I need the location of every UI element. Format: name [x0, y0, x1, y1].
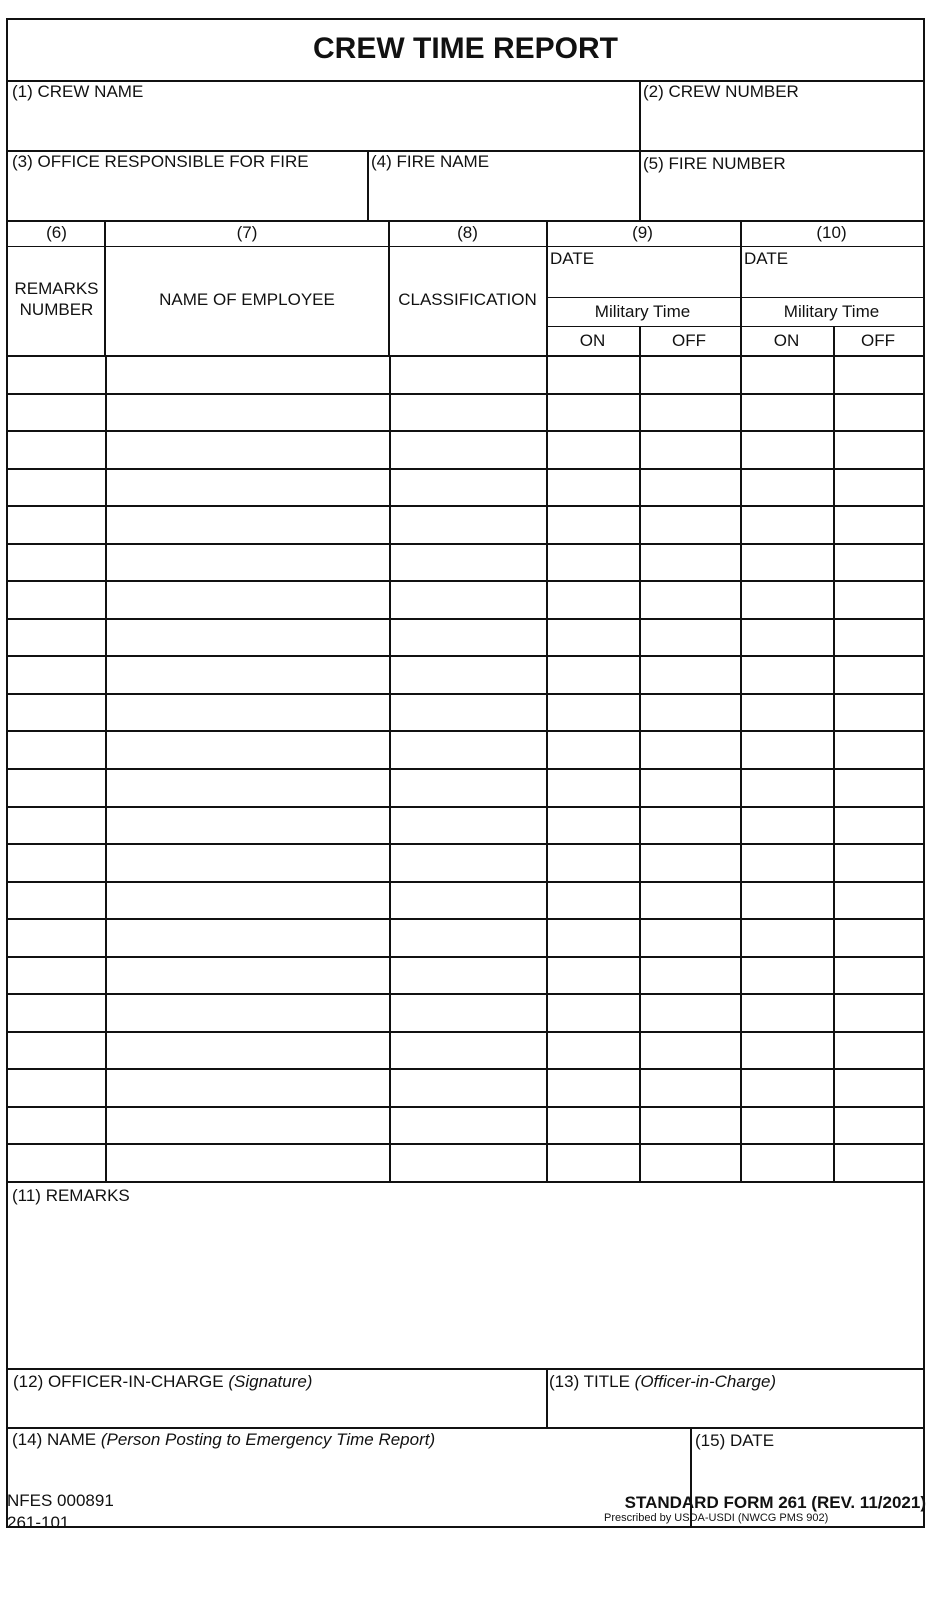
- poster-name-label-text: (14) NAME: [12, 1430, 97, 1449]
- column-number-8: (8): [457, 223, 478, 242]
- classification-cell[interactable]: [389, 507, 546, 543]
- classification-cell[interactable]: [389, 770, 546, 806]
- time-off-10-cell[interactable]: [833, 1070, 923, 1106]
- remarks-number-cell[interactable]: [8, 620, 105, 656]
- time-on-9-cell[interactable]: [546, 883, 639, 919]
- poster-name-field[interactable]: [10, 1429, 689, 1526]
- time-off-9-cell[interactable]: [639, 883, 740, 919]
- officer-label-text: (12) OFFICER-IN-CHARGE: [13, 1372, 224, 1391]
- employee-name-cell[interactable]: [105, 883, 389, 919]
- table-row: [8, 1143, 923, 1181]
- divider: [367, 150, 369, 220]
- time-on-9-cell[interactable]: [546, 1108, 639, 1144]
- employee-name-cell[interactable]: [105, 507, 389, 543]
- time-on-10-cell[interactable]: [740, 845, 833, 881]
- time-off-10-cell[interactable]: [833, 620, 923, 656]
- time-on-10-cell[interactable]: [740, 432, 833, 468]
- time-on-9-cell[interactable]: [546, 1145, 639, 1181]
- divider: [8, 1181, 923, 1183]
- remarks-number-cell[interactable]: [8, 695, 105, 731]
- crew-name-label: (1) CREW NAME: [12, 82, 144, 101]
- time-off-10-cell[interactable]: [833, 1145, 923, 1181]
- employee-name-cell[interactable]: [105, 1070, 389, 1106]
- table-row: [8, 543, 923, 581]
- table-row: [8, 655, 923, 693]
- employee-name-cell[interactable]: [105, 1145, 389, 1181]
- remarks-number-cell[interactable]: [8, 357, 105, 393]
- time-on-9-cell[interactable]: [546, 1033, 639, 1069]
- time-on-9-cell[interactable]: [546, 958, 639, 994]
- classification-cell[interactable]: [389, 883, 546, 919]
- time-on-10-cell[interactable]: [740, 995, 833, 1031]
- time-off-9-cell[interactable]: [639, 545, 740, 581]
- time-on-10-cell[interactable]: [740, 1108, 833, 1144]
- time-off-9-cell[interactable]: [639, 920, 740, 956]
- time-on-9-cell[interactable]: [546, 545, 639, 581]
- time-on-10-cell[interactable]: [740, 545, 833, 581]
- classification-cell[interactable]: [389, 808, 546, 844]
- remarks-number-cell[interactable]: [8, 958, 105, 994]
- remarks-label: (11) REMARKS: [12, 1186, 130, 1205]
- table-row: [8, 355, 923, 393]
- time-off-10-cell[interactable]: [833, 657, 923, 693]
- divider: [546, 220, 548, 355]
- time-on-9-cell[interactable]: [546, 808, 639, 844]
- table-row: [8, 1031, 923, 1069]
- time-off-10-cell[interactable]: [833, 470, 923, 506]
- table-row: [8, 430, 923, 468]
- date-label: (15) DATE: [695, 1431, 775, 1450]
- time-off-10-cell[interactable]: [833, 920, 923, 956]
- date-9-label: DATE: [550, 249, 595, 268]
- remarks-number-cell[interactable]: [8, 770, 105, 806]
- classification-cell[interactable]: [389, 732, 546, 768]
- time-off-10-cell[interactable]: [833, 1033, 923, 1069]
- divider: [639, 150, 641, 220]
- remarks-number-cell[interactable]: [8, 507, 105, 543]
- remarks-number-cell[interactable]: [8, 545, 105, 581]
- time-on-9-cell[interactable]: [546, 470, 639, 506]
- fire-number-field[interactable]: [642, 152, 922, 220]
- time-on-9-cell[interactable]: [546, 395, 639, 431]
- time-on-10-cell[interactable]: [740, 470, 833, 506]
- table-row: [8, 768, 923, 806]
- classification-cell[interactable]: [389, 582, 546, 618]
- on-10-header: ON: [773, 331, 800, 350]
- remarks-number-cell[interactable]: [8, 1108, 105, 1144]
- remarks-number-cell[interactable]: [8, 432, 105, 468]
- time-on-10-cell[interactable]: [740, 1145, 833, 1181]
- fire-name-field[interactable]: [370, 152, 638, 220]
- remarks-number-cell[interactable]: [8, 1033, 105, 1069]
- remarks-number-header: [8, 278, 105, 320]
- employee-name-cell[interactable]: [105, 958, 389, 994]
- employee-name-cell[interactable]: [105, 695, 389, 731]
- time-off-9-cell[interactable]: [639, 395, 740, 431]
- standard-form-label: STANDARD FORM 261 (REV. 11/2021): [624, 1493, 926, 1512]
- time-off-9-cell[interactable]: [639, 1033, 740, 1069]
- table-row: [8, 956, 923, 994]
- remarks-number-cell[interactable]: [8, 582, 105, 618]
- officer-label-note: (Signature): [228, 1372, 313, 1391]
- remarks-number-cell[interactable]: [8, 920, 105, 956]
- time-off-9-cell[interactable]: [639, 620, 740, 656]
- classification-cell[interactable]: [389, 545, 546, 581]
- time-on-9-cell[interactable]: [546, 1070, 639, 1106]
- time-on-9-cell[interactable]: [546, 920, 639, 956]
- employee-name-cell[interactable]: [105, 620, 389, 656]
- time-on-10-cell[interactable]: [740, 620, 833, 656]
- poster-name-label-note: (Person Posting to Emergency Time Report): [100, 1430, 436, 1449]
- table-row: [8, 1106, 923, 1144]
- date-10-label: DATE: [744, 249, 789, 268]
- off-9-header: OFF: [672, 331, 706, 350]
- time-on-9-cell[interactable]: [546, 507, 639, 543]
- column-number-6: (6): [46, 223, 67, 242]
- employee-name-cell[interactable]: [105, 808, 389, 844]
- divider: [8, 220, 923, 222]
- time-off-10-cell[interactable]: [833, 582, 923, 618]
- table-row: [8, 505, 923, 543]
- time-off-9-cell[interactable]: [639, 995, 740, 1031]
- employee-name-cell[interactable]: [105, 1033, 389, 1069]
- classification-cell[interactable]: [389, 1145, 546, 1181]
- classification-cell[interactable]: [389, 1070, 546, 1106]
- time-off-10-cell[interactable]: [833, 995, 923, 1031]
- table-row: [8, 730, 923, 768]
- fire-number-label: (5) FIRE NUMBER: [643, 154, 786, 173]
- remarks-header-line: REMARKS: [14, 279, 99, 298]
- time-off-9-cell[interactable]: [639, 845, 740, 881]
- employee-name-cell[interactable]: [105, 357, 389, 393]
- classification-cell[interactable]: [389, 920, 546, 956]
- employee-name-cell[interactable]: [105, 582, 389, 618]
- classification-cell[interactable]: [389, 1033, 546, 1069]
- time-off-10-cell[interactable]: [833, 395, 923, 431]
- time-on-10-cell[interactable]: [740, 770, 833, 806]
- employee-name-cell[interactable]: [105, 770, 389, 806]
- officer-signature-field[interactable]: [10, 1370, 545, 1426]
- remarks-number-cell[interactable]: [8, 1145, 105, 1181]
- remarks-number-cell[interactable]: [8, 883, 105, 919]
- time-off-9-cell[interactable]: [639, 695, 740, 731]
- classification-cell[interactable]: [389, 695, 546, 731]
- time-off-10-cell[interactable]: [833, 808, 923, 844]
- column-number-9: (9): [632, 223, 653, 242]
- table-row: [8, 393, 923, 431]
- time-on-10-cell[interactable]: [740, 958, 833, 994]
- remarks-number-cell[interactable]: [8, 1070, 105, 1106]
- remarks-number-cell[interactable]: [8, 995, 105, 1031]
- divider: [104, 220, 106, 355]
- table-row: [8, 580, 923, 618]
- time-on-10-cell[interactable]: [740, 1033, 833, 1069]
- title-label-text: (13) TITLE: [549, 1372, 630, 1391]
- time-off-9-cell[interactable]: [639, 770, 740, 806]
- time-off-9-cell[interactable]: [639, 507, 740, 543]
- time-on-9-cell[interactable]: [546, 582, 639, 618]
- title-label-note: (Officer-in-Charge): [634, 1372, 777, 1391]
- employee-name-cell[interactable]: [105, 920, 389, 956]
- time-on-10-cell[interactable]: [740, 1070, 833, 1106]
- employee-name-cell[interactable]: [105, 395, 389, 431]
- classification-cell[interactable]: [389, 357, 546, 393]
- remarks-field[interactable]: [10, 1184, 922, 1368]
- employee-name-cell[interactable]: [105, 732, 389, 768]
- crew-number-label: (2) CREW NUMBER: [643, 82, 799, 101]
- employee-name-cell[interactable]: [105, 1108, 389, 1144]
- time-off-9-cell[interactable]: [639, 732, 740, 768]
- remarks-number-cell[interactable]: [8, 845, 105, 881]
- time-off-10-cell[interactable]: [833, 695, 923, 731]
- time-on-10-cell[interactable]: [740, 695, 833, 731]
- time-off-9-cell[interactable]: [639, 1108, 740, 1144]
- time-on-10-cell[interactable]: [740, 395, 833, 431]
- classification-cell[interactable]: [389, 958, 546, 994]
- crew-number-field[interactable]: [642, 82, 922, 150]
- remarks-number-cell[interactable]: [8, 657, 105, 693]
- time-off-9-cell[interactable]: [639, 1145, 740, 1181]
- time-on-10-cell[interactable]: [740, 507, 833, 543]
- time-off-10-cell[interactable]: [833, 507, 923, 543]
- time-on-9-cell[interactable]: [546, 695, 639, 731]
- military-time-10: Military Time: [783, 302, 880, 321]
- classification-cell[interactable]: [389, 432, 546, 468]
- table-row: [8, 843, 923, 881]
- time-on-9-cell[interactable]: [546, 995, 639, 1031]
- time-on-9-cell[interactable]: [546, 357, 639, 393]
- table-row: [8, 993, 923, 1031]
- classification-cell[interactable]: [389, 620, 546, 656]
- time-off-10-cell[interactable]: [833, 357, 923, 393]
- on-9-header: ON: [579, 331, 606, 350]
- military-time-9: Military Time: [594, 302, 691, 321]
- time-off-9-cell[interactable]: [639, 432, 740, 468]
- time-off-10-cell[interactable]: [833, 1108, 923, 1144]
- crew-time-report-form: [6, 18, 925, 1528]
- form-title: CREW TIME REPORT: [313, 32, 618, 65]
- employee-name-cell[interactable]: [105, 545, 389, 581]
- time-on-9-cell[interactable]: [546, 432, 639, 468]
- classification-cell[interactable]: [389, 845, 546, 881]
- time-off-9-cell[interactable]: [639, 582, 740, 618]
- time-on-10-cell[interactable]: [740, 808, 833, 844]
- time-on-10-cell[interactable]: [740, 920, 833, 956]
- classification-cell[interactable]: [389, 995, 546, 1031]
- table-row: [8, 806, 923, 844]
- table-row: [8, 693, 923, 731]
- employee-name-cell[interactable]: [105, 995, 389, 1031]
- time-off-10-cell[interactable]: [833, 883, 923, 919]
- time-on-9-cell[interactable]: [546, 657, 639, 693]
- divider: [8, 246, 923, 247]
- remarks-number-cell[interactable]: [8, 470, 105, 506]
- classification-header: CLASSIFICATION: [398, 290, 537, 309]
- time-off-10-cell[interactable]: [833, 545, 923, 581]
- nfes-number: NFES 000891: [7, 1491, 114, 1510]
- remarks-number-cell[interactable]: [8, 732, 105, 768]
- time-off-9-cell[interactable]: [639, 1070, 740, 1106]
- office-label: (3) OFFICE RESPONSIBLE FOR FIRE: [12, 152, 309, 171]
- office-field[interactable]: [10, 152, 366, 220]
- employee-name-cell[interactable]: [105, 657, 389, 693]
- off-10-header: OFF: [861, 331, 895, 350]
- classification-cell[interactable]: [389, 395, 546, 431]
- remarks-number-cell[interactable]: [8, 808, 105, 844]
- remarks-number-cell[interactable]: [8, 395, 105, 431]
- time-off-10-cell[interactable]: [833, 770, 923, 806]
- time-on-10-cell[interactable]: [740, 657, 833, 693]
- column-number-10: (10): [816, 223, 847, 242]
- date-9-field[interactable]: [548, 248, 739, 296]
- number-header-line: NUMBER: [19, 300, 94, 319]
- divider: [639, 80, 641, 150]
- table-row: [8, 881, 923, 919]
- divider: [546, 297, 923, 298]
- classification-cell[interactable]: [389, 657, 546, 693]
- time-on-9-cell[interactable]: [546, 845, 639, 881]
- time-off-10-cell[interactable]: [833, 732, 923, 768]
- crew-name-field[interactable]: [10, 82, 638, 150]
- time-off-10-cell[interactable]: [833, 958, 923, 994]
- classification-cell[interactable]: [389, 470, 546, 506]
- table-row: [8, 1068, 923, 1106]
- classification-cell[interactable]: [389, 1108, 546, 1144]
- prescribed-by: Prescribed by USDA-USDI (NWCG PMS 902): [604, 1512, 829, 1524]
- form-code: 261-101: [7, 1513, 70, 1532]
- time-on-9-cell[interactable]: [546, 732, 639, 768]
- divider: [546, 326, 923, 327]
- time-off-9-cell[interactable]: [639, 808, 740, 844]
- table-row: [8, 618, 923, 656]
- time-off-9-cell[interactable]: [639, 470, 740, 506]
- employee-name-header: NAME OF EMPLOYEE: [159, 290, 335, 309]
- time-on-10-cell[interactable]: [740, 883, 833, 919]
- time-on-9-cell[interactable]: [546, 770, 639, 806]
- employee-name-cell[interactable]: [105, 845, 389, 881]
- time-on-10-cell[interactable]: [740, 357, 833, 393]
- divider: [639, 326, 641, 355]
- time-off-9-cell[interactable]: [639, 357, 740, 393]
- divider: [388, 220, 390, 355]
- table-row: [8, 918, 923, 956]
- column-number-7: (7): [236, 223, 258, 242]
- table-row: [8, 468, 923, 506]
- time-off-9-cell[interactable]: [639, 958, 740, 994]
- date-10-field[interactable]: [742, 248, 922, 296]
- time-on-9-cell[interactable]: [546, 620, 639, 656]
- time-off-9-cell[interactable]: [639, 657, 740, 693]
- divider: [740, 220, 742, 355]
- time-on-10-cell[interactable]: [740, 582, 833, 618]
- time-off-10-cell[interactable]: [833, 845, 923, 881]
- time-on-10-cell[interactable]: [740, 732, 833, 768]
- employee-grid: [8, 355, 923, 1183]
- officer-title-field[interactable]: [548, 1370, 922, 1426]
- employee-name-cell[interactable]: [105, 432, 389, 468]
- time-off-10-cell[interactable]: [833, 432, 923, 468]
- employee-name-cell[interactable]: [105, 470, 389, 506]
- divider: [833, 326, 835, 355]
- fire-name-label: (4) FIRE NAME: [371, 152, 490, 171]
